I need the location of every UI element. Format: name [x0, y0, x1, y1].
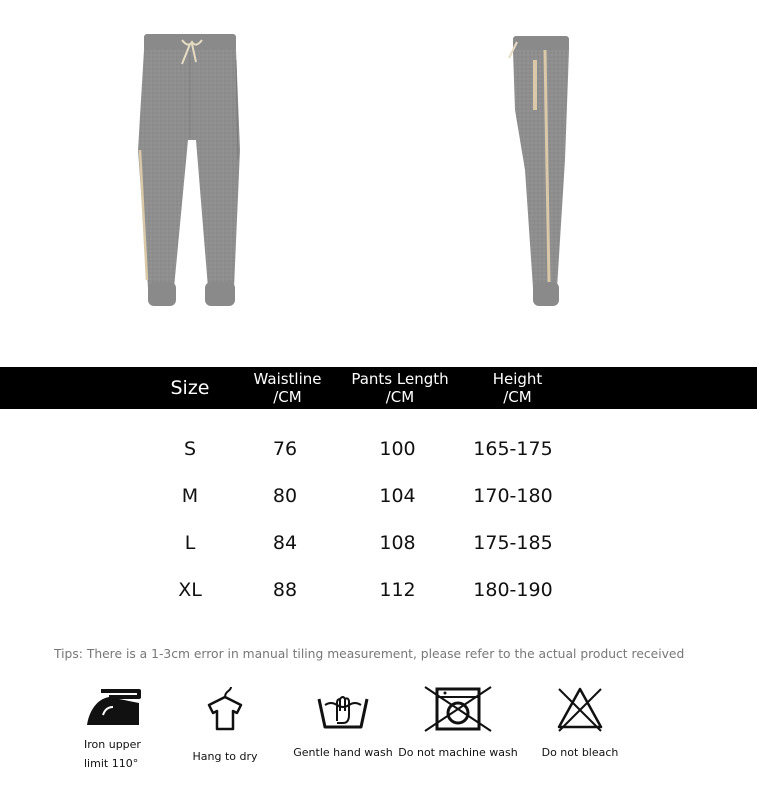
- header-height-unit: /CM: [503, 388, 532, 406]
- cell-height: 175-185: [473, 532, 553, 554]
- header-waistline: [240, 367, 335, 409]
- cell-height: 165-175: [473, 438, 553, 460]
- cell-pants-length: 104: [379, 485, 416, 507]
- product-images: [0, 0, 757, 365]
- cell-pants-length: 108: [379, 532, 416, 554]
- table-row: [0, 524, 757, 571]
- header-size-label: Size: [170, 377, 210, 399]
- care-hang: [185, 685, 265, 766]
- hand-wash-label: Gentle hand wash: [293, 746, 393, 759]
- size-table-header: [0, 367, 757, 409]
- table-row: [0, 477, 757, 524]
- hanger-icon: [203, 685, 247, 735]
- table-row: [0, 430, 757, 477]
- table-row: [0, 571, 757, 618]
- cell-height: 180-190: [473, 579, 553, 601]
- cell-size: L: [184, 532, 196, 554]
- cell-pants-length: 112: [379, 579, 416, 601]
- care-hand-wash: [288, 685, 398, 762]
- no-machine-label: Do not machine wash: [398, 746, 518, 759]
- care-iron: [70, 685, 155, 773]
- cell-height: 170-180: [473, 485, 553, 507]
- size-table: [0, 430, 757, 618]
- iron-icon: [83, 685, 143, 731]
- cell-waistline: 80: [272, 485, 298, 507]
- header-pants-length-label: Pants Length: [351, 370, 449, 388]
- header-waistline-unit: /CM: [273, 388, 302, 406]
- pants-side-image: [495, 30, 575, 320]
- header-waistline-label: Waistline: [253, 370, 322, 388]
- pants-front-image: [130, 30, 250, 320]
- no-bleach-icon: [555, 685, 605, 733]
- hand-wash-icon: [315, 685, 371, 731]
- no-machine-wash-icon: [423, 685, 493, 733]
- cell-pants-length: 100: [379, 438, 416, 460]
- header-height-label: Height: [492, 370, 543, 388]
- cell-size: S: [183, 438, 197, 460]
- tips-text: Tips: There is a 1-3cm error in manual tiling measurement, please refer to the actual product received: [54, 647, 685, 661]
- no-bleach-label: Do not bleach: [541, 746, 619, 759]
- cell-size: XL: [178, 579, 202, 601]
- care-no-bleach: [535, 685, 625, 762]
- header-pants-length-unit: /CM: [385, 388, 415, 406]
- cell-waistline: 76: [272, 438, 298, 460]
- cell-size: M: [181, 485, 199, 507]
- care-no-machine-wash: [398, 685, 518, 762]
- cell-waistline: 88: [272, 579, 298, 601]
- header-height: [470, 367, 565, 409]
- iron-label-line1: Iron upper: [84, 738, 141, 751]
- header-size: [150, 367, 230, 409]
- header-pants-length: [340, 367, 460, 409]
- hang-label: Hang to dry: [192, 750, 258, 763]
- cell-waistline: 84: [272, 532, 298, 554]
- iron-label-line2: limit 110°: [84, 757, 139, 770]
